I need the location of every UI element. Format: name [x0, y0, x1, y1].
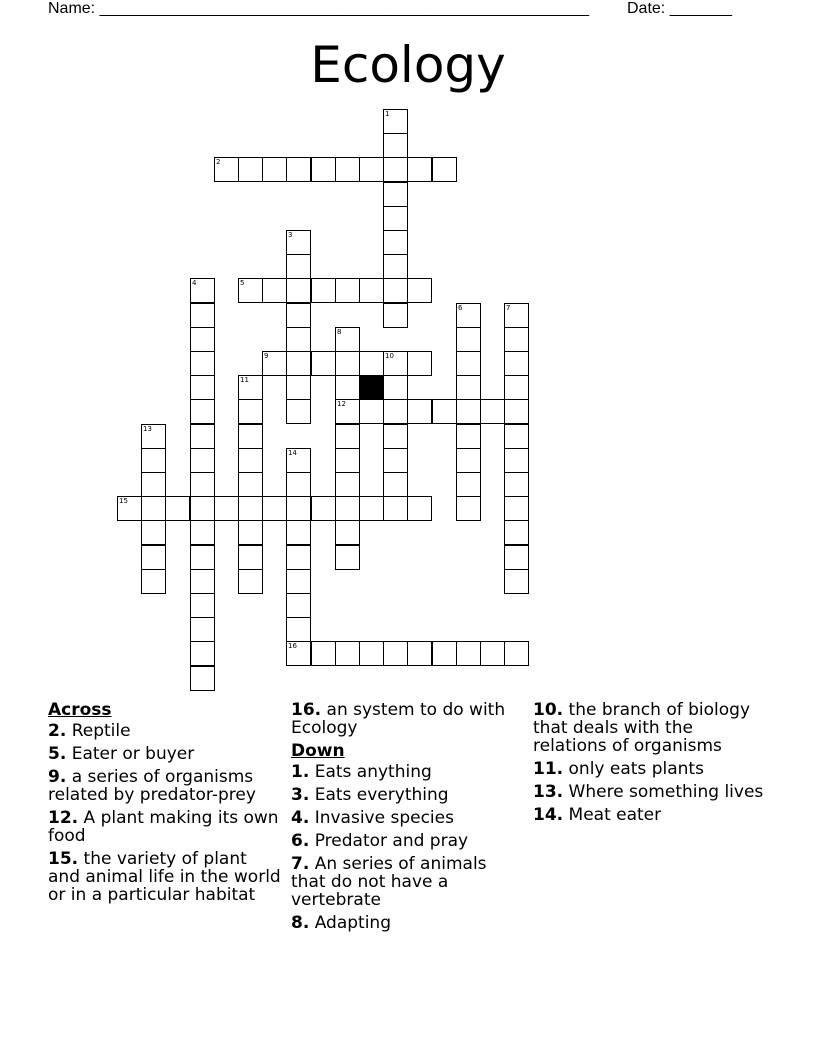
- grid-cell[interactable]: [383, 303, 408, 328]
- grid-cell[interactable]: [456, 351, 481, 376]
- grid-cell[interactable]: [335, 278, 360, 303]
- grid-cell[interactable]: [214, 157, 239, 182]
- grid-cell[interactable]: [383, 109, 408, 134]
- grid-cell[interactable]: [456, 327, 481, 352]
- grid-cell[interactable]: [359, 278, 384, 303]
- clue-text: Invasive species: [314, 808, 454, 828]
- cell-number: 6: [458, 304, 463, 312]
- grid-cell[interactable]: [190, 617, 215, 642]
- grid-cell[interactable]: [238, 520, 263, 545]
- grid-cell[interactable]: [480, 399, 505, 424]
- grid-cell[interactable]: [190, 278, 215, 303]
- cell-number: 12: [337, 400, 346, 408]
- cell-number: 14: [288, 449, 297, 457]
- grid-cell[interactable]: [190, 666, 215, 691]
- clue-number: 9.: [48, 767, 67, 787]
- clue-text: Eater or buyer: [71, 744, 195, 764]
- grid-cell[interactable]: [286, 157, 311, 182]
- clue-column-3: [533, 701, 768, 829]
- clue-number: 4.: [291, 808, 310, 828]
- grid-cell[interactable]: [190, 303, 215, 328]
- grid-cell[interactable]: [456, 375, 481, 400]
- clue-text: Adapting: [314, 913, 391, 933]
- grid-cell[interactable]: [383, 133, 408, 158]
- grid-cell[interactable]: [190, 496, 215, 521]
- clue-text: Eats anything: [314, 762, 432, 782]
- grid-cell[interactable]: [504, 303, 529, 328]
- clue-number: 15.: [48, 849, 79, 869]
- clue-number: 11.: [533, 759, 564, 779]
- grid-cell[interactable]: [504, 375, 529, 400]
- grid-cell[interactable]: [383, 254, 408, 279]
- grid-cell[interactable]: [504, 641, 529, 666]
- grid-cell[interactable]: [262, 351, 287, 376]
- grid-cell[interactable]: [141, 545, 166, 570]
- grid-cell[interactable]: [335, 157, 360, 182]
- clue-number: 5.: [48, 744, 67, 764]
- grid-cell[interactable]: [456, 424, 481, 449]
- clue-number: 7.: [291, 854, 310, 874]
- grid-cell[interactable]: [286, 448, 311, 473]
- grid-cell[interactable]: [335, 496, 360, 521]
- grid-cell[interactable]: [141, 448, 166, 473]
- grid-cell[interactable]: [286, 496, 311, 521]
- grid-cell[interactable]: [456, 472, 481, 497]
- clue-number: 6.: [291, 831, 310, 851]
- grid-cell[interactable]: [432, 399, 457, 424]
- grid-cell[interactable]: [238, 399, 263, 424]
- grid-cell[interactable]: [238, 448, 263, 473]
- grid-cell[interactable]: [432, 641, 457, 666]
- cell-number: 15: [119, 497, 128, 505]
- grid-cell[interactable]: [238, 472, 263, 497]
- date-line: Date: _______: [627, 0, 732, 17]
- grid-cell[interactable]: [141, 520, 166, 545]
- clue-down-10: [533, 701, 768, 755]
- cell-number: 7: [506, 304, 511, 312]
- across-heading: Across: [48, 700, 112, 720]
- clue-number: 3.: [291, 785, 310, 805]
- grid-cell[interactable]: [286, 230, 311, 255]
- grid-cell[interactable]: [238, 545, 263, 570]
- grid-cell[interactable]: [504, 520, 529, 545]
- grid-cell[interactable]: [383, 182, 408, 207]
- grid-cell[interactable]: [383, 496, 408, 521]
- cell-number: 4: [192, 279, 197, 287]
- clue-across-16: [291, 701, 526, 737]
- grid-cell[interactable]: [262, 157, 287, 182]
- grid-cell[interactable]: [383, 157, 408, 182]
- grid-cell[interactable]: [286, 351, 311, 376]
- grid-cell[interactable]: [214, 496, 239, 521]
- grid-cell[interactable]: [383, 278, 408, 303]
- clue-down-3: [291, 786, 526, 804]
- clue-text: an system to do with Ecology: [291, 700, 506, 738]
- clue-across-5: [48, 745, 283, 763]
- clue-down-7: [291, 855, 526, 909]
- clue-text: the branch of biology that deals with the relations of organisms: [533, 700, 751, 756]
- grid-cell[interactable]: [141, 424, 166, 449]
- cell-number: 3: [288, 231, 293, 239]
- grid-cell[interactable]: [456, 303, 481, 328]
- grid-cell[interactable]: [359, 399, 384, 424]
- grid-cell[interactable]: [141, 472, 166, 497]
- name-line: Name: _______________________________________________________: [48, 0, 589, 17]
- grid-cell[interactable]: [165, 496, 190, 521]
- grid-cell[interactable]: [190, 569, 215, 594]
- grid-cell[interactable]: [286, 569, 311, 594]
- grid-cell[interactable]: [238, 375, 263, 400]
- clue-text: A plant making its own food: [48, 808, 279, 846]
- clue-down-4: [291, 809, 526, 827]
- grid-cell[interactable]: [504, 472, 529, 497]
- grid-cell[interactable]: [286, 254, 311, 279]
- grid-cell[interactable]: [286, 399, 311, 424]
- grid-cell[interactable]: [335, 641, 360, 666]
- cell-number: 1: [385, 110, 390, 118]
- grid-cell[interactable]: [383, 448, 408, 473]
- clue-across-15: [48, 850, 283, 904]
- grid-cell[interactable]: [190, 448, 215, 473]
- grid-cell[interactable]: [407, 496, 432, 521]
- grid-cell[interactable]: [456, 399, 481, 424]
- clue-across-9: [48, 768, 283, 804]
- grid-cell[interactable]: [504, 496, 529, 521]
- clue-text: An series of animals that do not have a vertebrate: [291, 854, 487, 910]
- clue-text: Reptile: [71, 721, 131, 741]
- cell-number: 2: [216, 158, 221, 166]
- grid-cell[interactable]: [359, 496, 384, 521]
- clue-column-1: [48, 701, 283, 909]
- grid-cell[interactable]: [335, 520, 360, 545]
- clue-down-11: [533, 760, 768, 778]
- grid-cell[interactable]: [504, 569, 529, 594]
- grid-cell[interactable]: [286, 327, 311, 352]
- grid-cell[interactable]: [190, 399, 215, 424]
- grid-cell[interactable]: [141, 496, 166, 521]
- grid-cell[interactable]: [335, 448, 360, 473]
- grid-cell[interactable]: [383, 399, 408, 424]
- grid-cell[interactable]: [335, 351, 360, 376]
- clue-number: 16.: [291, 700, 322, 720]
- grid-cell[interactable]: [238, 157, 263, 182]
- grid-cell[interactable]: [359, 641, 384, 666]
- grid-cell[interactable]: [383, 375, 408, 400]
- clue-across-2: [48, 722, 283, 740]
- clue-text: Where something lives: [568, 782, 764, 802]
- clue-text: Meat eater: [568, 805, 662, 825]
- cell-number: 8: [337, 328, 342, 336]
- grid-cell[interactable]: [504, 399, 529, 424]
- cell-number: 10: [385, 352, 394, 360]
- grid-cell[interactable]: [190, 641, 215, 666]
- grid-cell[interactable]: [311, 496, 336, 521]
- clue-down-6: [291, 832, 526, 850]
- clue-down-1: [291, 763, 526, 781]
- cell-number: 5: [240, 279, 245, 287]
- clue-number: 8.: [291, 913, 310, 933]
- grid-cell[interactable]: [407, 399, 432, 424]
- grid-cell[interactable]: [335, 327, 360, 352]
- grid-cell[interactable]: [238, 569, 263, 594]
- clue-down-13: [533, 783, 768, 801]
- clue-number: 13.: [533, 782, 564, 802]
- grid-cell[interactable]: [456, 448, 481, 473]
- grid-cell[interactable]: [432, 157, 457, 182]
- grid-cell[interactable]: [383, 424, 408, 449]
- grid-cell[interactable]: [286, 375, 311, 400]
- black-cell: [359, 375, 384, 400]
- grid-cell[interactable]: [383, 472, 408, 497]
- grid-cell[interactable]: [238, 424, 263, 449]
- grid-cell[interactable]: [407, 278, 432, 303]
- clue-text: only eats plants: [568, 759, 704, 779]
- grid-cell[interactable]: [504, 424, 529, 449]
- grid-cell[interactable]: [383, 206, 408, 231]
- grid-cell[interactable]: [190, 545, 215, 570]
- grid-cell[interactable]: [383, 641, 408, 666]
- grid-cell[interactable]: [190, 424, 215, 449]
- clue-number: 2.: [48, 721, 67, 741]
- grid-cell[interactable]: [504, 545, 529, 570]
- grid-cell[interactable]: [262, 496, 287, 521]
- grid-cell[interactable]: [141, 569, 166, 594]
- grid-cell[interactable]: [238, 496, 263, 521]
- grid-cell[interactable]: [383, 230, 408, 255]
- grid-cell[interactable]: [190, 327, 215, 352]
- grid-cell[interactable]: [286, 617, 311, 642]
- grid-cell[interactable]: [335, 375, 360, 400]
- cell-number: 16: [288, 642, 297, 650]
- grid-cell[interactable]: [311, 157, 336, 182]
- grid-cell[interactable]: [504, 448, 529, 473]
- grid-cell[interactable]: [335, 399, 360, 424]
- grid-cell[interactable]: [117, 496, 142, 521]
- grid-cell[interactable]: [311, 278, 336, 303]
- grid-cell[interactable]: [286, 641, 311, 666]
- grid-cell[interactable]: [311, 351, 336, 376]
- grid-cell[interactable]: [311, 641, 336, 666]
- page-title: Ecology: [310, 36, 506, 94]
- grid-cell[interactable]: [407, 351, 432, 376]
- grid-cell[interactable]: [286, 520, 311, 545]
- grid-cell[interactable]: [190, 351, 215, 376]
- clue-text: a series of organisms related by predator-prey: [48, 767, 256, 805]
- clue-column-2: [291, 701, 526, 937]
- cell-number: 9: [264, 352, 269, 360]
- clue-number: 1.: [291, 762, 310, 782]
- grid-cell[interactable]: [407, 157, 432, 182]
- down-heading: Down: [291, 741, 345, 761]
- cell-number: 13: [143, 425, 152, 433]
- clue-text: the variety of plant and animal life in the world or in a particular habitat: [48, 849, 281, 905]
- clue-number: 10.: [533, 700, 564, 720]
- grid-cell[interactable]: [359, 351, 384, 376]
- grid-cell[interactable]: [286, 593, 311, 618]
- grid-cell[interactable]: [383, 351, 408, 376]
- grid-cell[interactable]: [335, 472, 360, 497]
- clue-text: Eats everything: [314, 785, 449, 805]
- clue-text: Predator and pray: [314, 831, 469, 851]
- grid-cell[interactable]: [190, 375, 215, 400]
- grid-cell[interactable]: [286, 472, 311, 497]
- clue-across-12: [48, 809, 283, 845]
- grid-cell[interactable]: [456, 496, 481, 521]
- grid-cell[interactable]: [359, 157, 384, 182]
- grid-cell[interactable]: [286, 545, 311, 570]
- grid-cell[interactable]: [190, 472, 215, 497]
- clue-number: 14.: [533, 805, 564, 825]
- grid-cell[interactable]: [286, 303, 311, 328]
- clue-number: 12.: [48, 808, 79, 828]
- grid-cell[interactable]: [504, 327, 529, 352]
- grid-cell[interactable]: [407, 641, 432, 666]
- grid-cell[interactable]: [286, 278, 311, 303]
- grid-cell[interactable]: [480, 641, 505, 666]
- grid-cell[interactable]: [190, 520, 215, 545]
- grid-cell[interactable]: [504, 351, 529, 376]
- grid-cell[interactable]: [238, 278, 263, 303]
- grid-cell[interactable]: [456, 641, 481, 666]
- grid-cell[interactable]: [335, 424, 360, 449]
- cell-number: 11: [240, 376, 249, 384]
- clue-down-8: [291, 914, 526, 932]
- clue-down-14: [533, 806, 768, 824]
- grid-cell[interactable]: [190, 593, 215, 618]
- grid-cell[interactable]: [335, 545, 360, 570]
- grid-cell[interactable]: [262, 278, 287, 303]
